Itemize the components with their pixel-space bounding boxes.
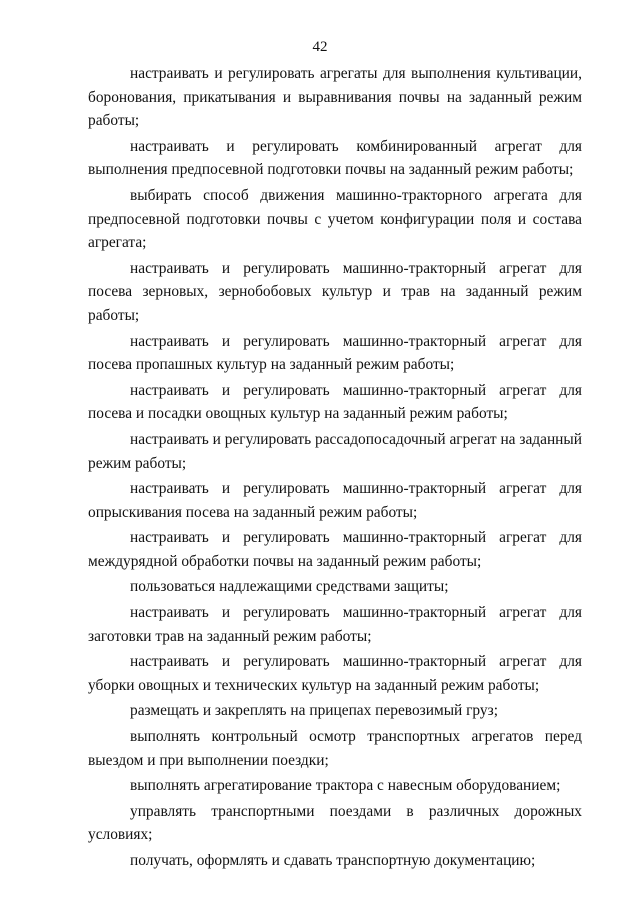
- list-item: настраивать и регулировать машинно-тракторный агрегат для заготовки трав на заданный режим работы;: [88, 604, 582, 645]
- list-item: настраивать и регулировать машинно-тракторный агрегат для уборки овощных и технических культур на заданный режим работы;: [88, 653, 582, 694]
- list-item: настраивать и регулировать машинно-тракторный агрегат для посева и посадки овощных культур на заданный режим работы;: [88, 381, 582, 423]
- list-item: управлять транспортными поездами в различных дорожных условиях;: [88, 802, 582, 844]
- document-body: [88, 62, 582, 875]
- page-number: 42: [312, 39, 328, 55]
- list-item: настраивать и регулировать машинно-тракторный агрегат для посева зерновых, зернобобовых культур и трав на заданный режим работы;: [88, 259, 582, 324]
- list-item: настраивать и регулировать комбинированный агрегат для выполнения предпосевной подготовки почвы на заданный режим работы;: [88, 137, 582, 179]
- list-item: размещать и закреплять на прицепах перевозимый груз;: [130, 702, 498, 720]
- list-item: выполнять контрольный осмотр транспортных агрегатов перед выездом и при выполнении поездки;: [88, 728, 582, 769]
- list-item: настраивать и регулировать агрегаты для выполнения культивации, боронования, прикатывания и выравнивания почвы на заданный режим работы;: [88, 65, 582, 130]
- list-item: настраивать и регулировать рассадопосадочный агрегат на заданный режим работы;: [88, 430, 582, 472]
- list-item: настраивать и регулировать машинно-тракторный агрегат для посева пропашных культур на заданный режим работы;: [88, 332, 582, 374]
- list-item: настраивать и регулировать машинно-тракторный агрегат для междурядной обработки почвы на заданный режим работы;: [88, 529, 582, 570]
- list-item: пользоваться надлежащими средствами защиты;: [130, 578, 449, 596]
- list-item: получать, оформлять и сдавать транспортную документацию;: [130, 852, 536, 869]
- list-item: настраивать и регулировать машинно-тракторный агрегат для опрыскивания посева на заданный режим работы;: [88, 480, 582, 521]
- list-item: выбирать способ движения машинно-тракторного агрегата для предпосевной подготовки почвы с учетом конфигурации поля и состава агрегата;: [88, 186, 582, 252]
- list-item: выполнять агрегатирование трактора с навесным оборудованием;: [130, 777, 561, 795]
